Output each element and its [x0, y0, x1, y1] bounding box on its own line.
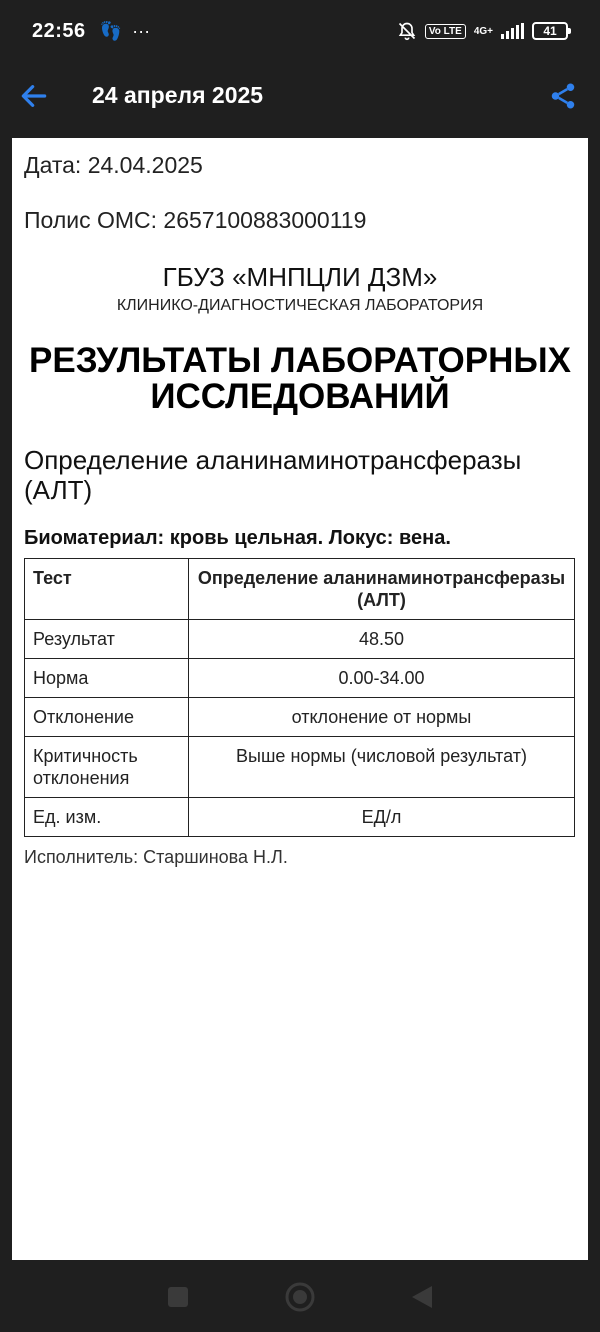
table-row	[25, 798, 575, 837]
back-triangle-icon[interactable]	[410, 1284, 434, 1310]
share-icon[interactable]	[548, 80, 578, 112]
row-value: Определение аланинаминотрансферазы (АЛТ)	[189, 559, 575, 620]
status-bar	[0, 0, 600, 62]
bell-off-icon	[397, 21, 417, 41]
results-table	[24, 558, 575, 837]
lab-report-document[interactable]	[12, 138, 588, 1260]
status-right-icons	[397, 21, 568, 41]
app-bar	[0, 62, 600, 130]
report-title: РЕЗУЛЬТАТЫ ЛАБОРАТОРНЫХ ИССЛЕДОВАНИЙ	[29, 341, 571, 416]
table-row	[25, 620, 575, 659]
row-label: Отклонение	[25, 698, 189, 737]
signal-icon	[501, 23, 524, 39]
footsteps-icon: 👣	[99, 20, 123, 41]
status-left-icons	[100, 21, 150, 42]
insurance-policy: Полис ОМС: 2657100883000119	[24, 207, 367, 233]
organization-name: ГБУЗ «МНПЦЛИ ДЗМ»	[162, 262, 438, 292]
home-icon[interactable]	[284, 1281, 316, 1313]
volte-badge: Vo LTE	[425, 24, 466, 39]
more-dots-icon: ···	[132, 20, 151, 41]
status-time: 22:56	[32, 19, 86, 42]
row-label: Норма	[25, 659, 189, 698]
row-value: 0.00-34.00	[189, 659, 575, 698]
biomaterial-info: Биоматериал: кровь цельная. Локус: вена.	[24, 527, 451, 549]
battery-icon	[532, 22, 568, 40]
row-value: отклонение от нормы	[189, 698, 575, 737]
page-title: 24 апреля 2025	[92, 82, 264, 108]
executor: Исполнитель: Старшинова Н.Л.	[24, 847, 288, 867]
row-value: Выше нормы (числовой результат)	[189, 737, 575, 798]
row-label: Критичность отклонения	[25, 737, 189, 798]
battery-level: 41	[543, 24, 557, 38]
recent-apps-icon[interactable]	[166, 1285, 190, 1309]
row-label: Ед. изм.	[25, 798, 189, 837]
network-type: 4G+	[473, 25, 493, 37]
table-row	[25, 737, 575, 798]
row-value: 48.50	[189, 620, 575, 659]
system-nav-bar	[0, 1262, 600, 1332]
table-row	[25, 559, 575, 620]
organization-department: КЛИНИКО-ДИАГНОСТИЧЕСКАЯ ЛАБОРАТОРИЯ	[116, 297, 484, 314]
row-label: Тест	[25, 559, 189, 620]
row-label: Результат	[25, 620, 189, 659]
table-row	[25, 698, 575, 737]
table-row	[25, 659, 575, 698]
back-arrow-icon[interactable]	[18, 80, 50, 112]
test-title: Определение аланинаминотрансферазы (АЛТ)	[24, 445, 522, 505]
row-value: ЕД/л	[189, 798, 575, 837]
report-date: Дата: 24.04.2025	[24, 152, 203, 178]
